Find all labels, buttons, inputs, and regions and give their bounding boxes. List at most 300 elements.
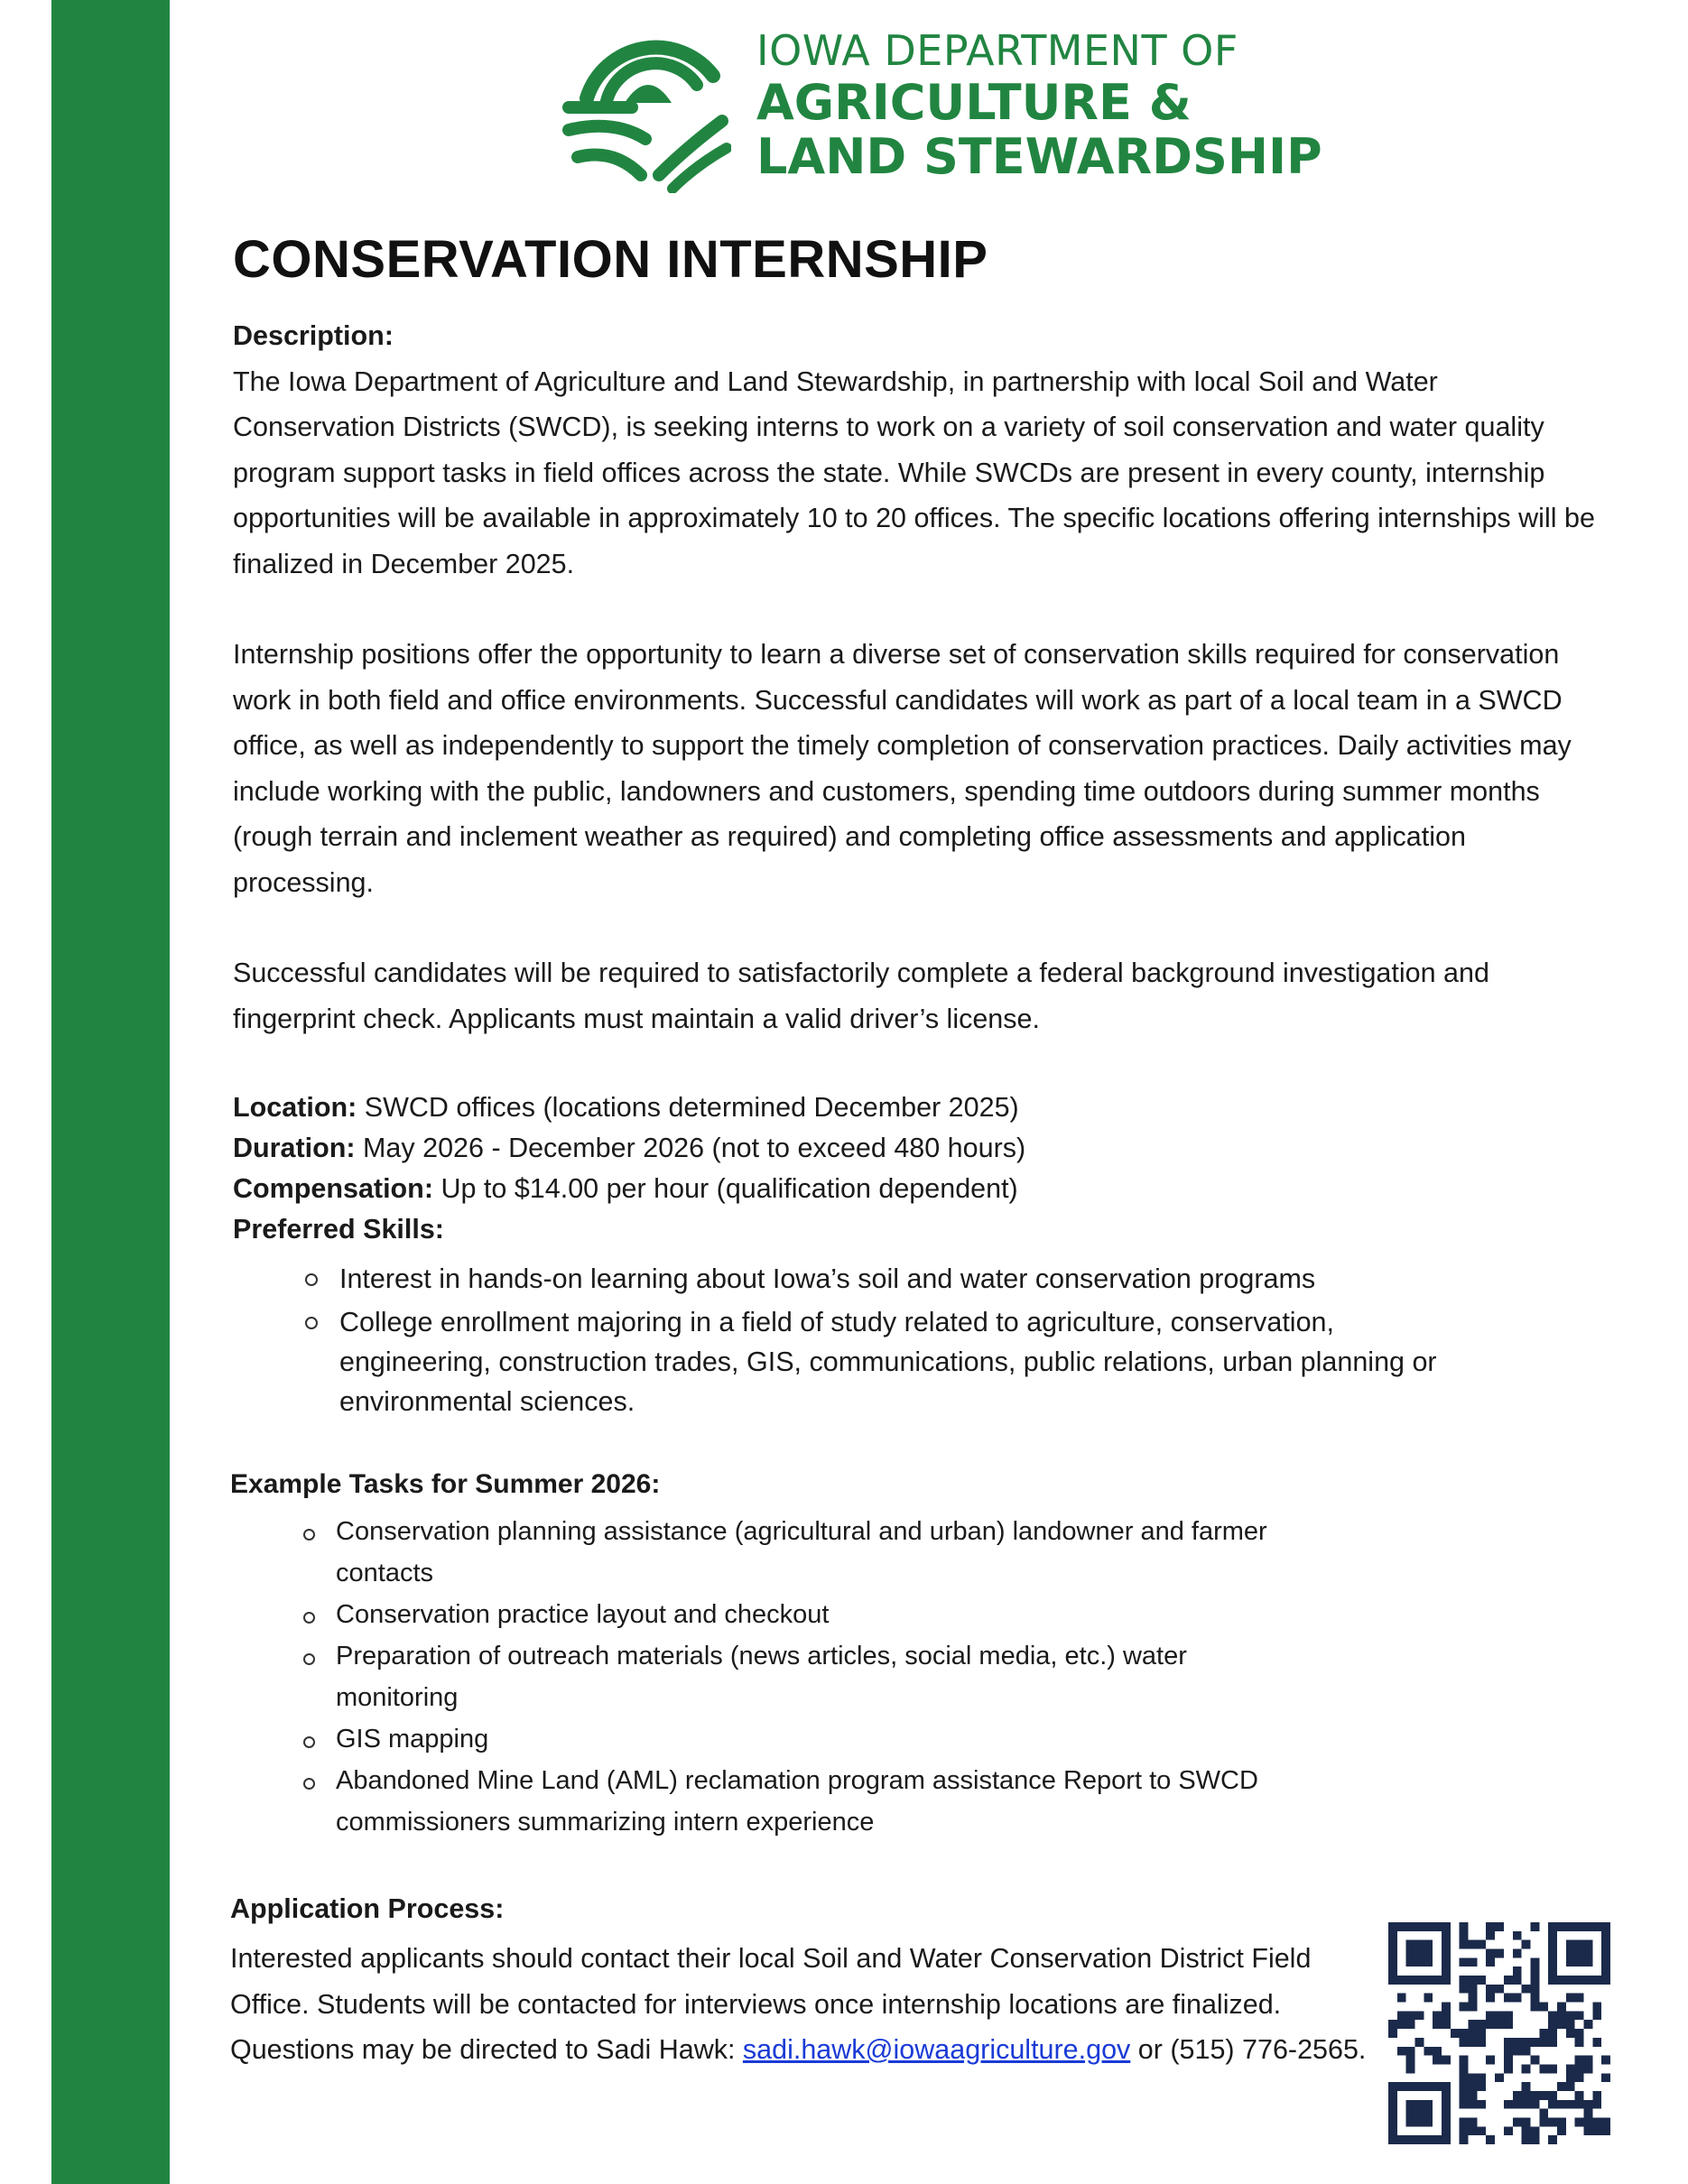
example-tasks-list: [298, 1511, 1291, 1843]
qr-module: [1406, 2082, 1415, 2091]
qr-module: [1513, 2117, 1522, 2126]
qr-module: [1592, 2011, 1601, 2020]
qr-module: [1566, 2073, 1575, 2082]
qr-module: [1424, 1994, 1433, 2003]
qr-module: [1601, 1922, 1610, 1931]
qr-module: [1539, 2109, 1548, 2118]
qr-module: [1575, 1976, 1584, 1985]
qr-module: [1592, 2126, 1601, 2135]
logo-line-3: LAND STEWARDSHIP: [756, 128, 1322, 185]
qr-module: [1592, 2117, 1601, 2126]
qr-module: [1469, 1957, 1478, 1967]
qr-module: [1557, 2100, 1566, 2109]
qr-module: [1583, 1976, 1592, 1985]
qr-module: [1388, 2091, 1397, 2100]
qr-module: [1397, 2020, 1406, 2029]
qr-module: [1592, 2091, 1601, 2100]
qr-module: [1477, 2020, 1486, 2029]
qr-module: [1522, 2100, 1531, 2109]
qr-module: [1433, 2135, 1442, 2144]
qr-module: [1504, 1976, 1513, 1985]
qr-module: [1486, 1957, 1495, 1967]
qr-module: [1469, 2100, 1478, 2109]
qr-module: [1442, 2011, 1451, 2020]
qr-module: [1460, 1985, 1469, 1994]
qr-module: [1530, 2003, 1539, 2012]
qr-module: [1601, 1957, 1610, 1967]
qr-module: [1513, 2091, 1522, 2100]
qr-module: [1530, 2091, 1539, 2100]
qr-module: [1504, 1994, 1513, 2003]
qr-module: [1575, 2091, 1584, 2100]
qr-module: [1522, 2117, 1531, 2126]
qr-module: [1575, 1949, 1584, 1958]
qr-module: [1442, 2109, 1451, 2118]
qr-module: [1566, 2100, 1575, 2109]
location-label: Location:: [233, 1092, 357, 1123]
qr-module: [1557, 2117, 1566, 2126]
logo-emblem-icon: [560, 13, 731, 193]
qr-module: [1504, 2100, 1513, 2109]
qr-module: [1522, 2135, 1531, 2144]
qr-module: [1460, 1957, 1469, 1967]
qr-module: [1469, 2020, 1478, 2029]
qr-module: [1477, 2100, 1486, 2109]
list-item: Conservation planning assistance (agricultural and urban) landowner and farmer contacts: [298, 1511, 1291, 1594]
qr-module: [1388, 1957, 1397, 1967]
qr-module: [1583, 2100, 1592, 2109]
qr-module: [1442, 1931, 1451, 1940]
qr-module: [1460, 2117, 1469, 2126]
qr-module: [1406, 1940, 1415, 1949]
preferred-skills-list: [298, 1259, 1471, 1425]
qr-module: [1460, 2056, 1469, 2065]
qr-module: [1548, 2117, 1557, 2126]
qr-module: [1548, 2011, 1557, 2020]
description-paragraph: Internship positions offer the opportunity to learn a diverse set of conservation skills required for conservation work in both field and office environments. Successful candidates will work as part of a local team in a SWCD office, as well as independently to support the timely completion of conservation practices. Daily activities may include working with the public, landowners and customers, spending time outdoors during summer months (rough terrain and inclement weather as required) and completing office assessments and application processing.: [233, 639, 1572, 898]
qr-module: [1415, 1922, 1424, 1931]
qr-module: [1557, 2011, 1566, 2020]
tasks-heading: Example Tasks for Summer 2026:: [230, 1469, 661, 1499]
qr-module: [1406, 2056, 1415, 2065]
qr-module: [1548, 1949, 1557, 1958]
qr-module: [1575, 1940, 1584, 1949]
qr-module: [1583, 2117, 1592, 2126]
qr-module: [1469, 2073, 1478, 2082]
qr-module: [1592, 1976, 1601, 1985]
qr-module: [1513, 2100, 1522, 2109]
qr-module: [1469, 2117, 1478, 2126]
qr-module: [1477, 1940, 1486, 1949]
qr-module: [1477, 2082, 1486, 2091]
qr-module: [1592, 2003, 1601, 2012]
qr-module: [1397, 1994, 1406, 2003]
qr-module: [1406, 2117, 1415, 2126]
qr-module: [1388, 1931, 1397, 1940]
qr-module: [1504, 2126, 1513, 2135]
qr-module: [1583, 2056, 1592, 2065]
qr-module: [1388, 1940, 1397, 1949]
qr-module: [1460, 2091, 1469, 2100]
qr-module: [1548, 1957, 1557, 1967]
qr-module: [1522, 2038, 1531, 2047]
qr-module: [1583, 2020, 1592, 2029]
qr-module: [1442, 2117, 1451, 2126]
qr-module: [1583, 1940, 1592, 1949]
qr-module: [1495, 1985, 1504, 1994]
qr-module: [1486, 2135, 1495, 2144]
internship-details: [233, 1087, 1542, 1250]
qr-module: [1477, 2126, 1486, 2135]
qr-module: [1592, 1922, 1601, 1931]
qr-module: [1388, 1976, 1397, 1985]
qr-module: [1566, 2011, 1575, 2020]
list-item: College enrollment majoring in a field of study related to agriculture, conservation, engineering, construction trades, GIS, communications, public relations, urban planning or environmental sciences.: [298, 1302, 1471, 1421]
qr-module: [1451, 2029, 1460, 2038]
qr-module: [1460, 2126, 1469, 2135]
qr-module: [1397, 2135, 1406, 2144]
qr-module: [1539, 2029, 1548, 2038]
qr-module: [1557, 2020, 1566, 2029]
logo-line-2: AGRICULTURE &: [756, 74, 1192, 131]
qr-module: [1397, 2011, 1406, 2020]
qr-module: [1406, 1957, 1415, 1967]
qr-module: [1406, 1922, 1415, 1931]
duration-row: [233, 1128, 1542, 1169]
qr-module: [1539, 2064, 1548, 2073]
qr-module: [1548, 2135, 1557, 2144]
qr-module: [1406, 1949, 1415, 1958]
qr-module: [1504, 2056, 1513, 2065]
qr-module: [1601, 1940, 1610, 1949]
qr-module: [1530, 1985, 1539, 1994]
qr-module: [1601, 1976, 1610, 1985]
qr-module: [1539, 2091, 1548, 2100]
qr-module: [1477, 2073, 1486, 2082]
qr-module: [1424, 2109, 1433, 2118]
qr-module: [1486, 1931, 1495, 1940]
qr-module: [1442, 2082, 1451, 2091]
qr-module: [1442, 1976, 1451, 1985]
qr-module: [1522, 2082, 1531, 2091]
qr-module: [1575, 2073, 1584, 2082]
qr-module: [1522, 2064, 1531, 2073]
qr-module: [1575, 2064, 1584, 2073]
qr-module: [1583, 2126, 1592, 2135]
qr-module: [1406, 2135, 1415, 2144]
qr-module: [1433, 2020, 1442, 2029]
qr-module: [1566, 1976, 1575, 1985]
list-item: Interest in hands-on learning about Iowa’s soil and water conservation programs: [298, 1259, 1471, 1299]
application-phone: or (515) 776-2565.: [1130, 2034, 1367, 2065]
list-item: Abandoned Mine Land (AML) reclamation program assistance Report to SWCD commissioners summarizing intern experience: [298, 1760, 1291, 1843]
qr-module: [1486, 1985, 1495, 1994]
qr-module: [1495, 2011, 1504, 2020]
location-row: [233, 1087, 1542, 1128]
qr-module: [1433, 2047, 1442, 2056]
qr-module: [1388, 2029, 1397, 2038]
compensation-row: [233, 1169, 1542, 1209]
qr-module: [1495, 2020, 1504, 2029]
qr-module: [1566, 1949, 1575, 1958]
qr-module: [1442, 2091, 1451, 2100]
qr-module: [1539, 2038, 1548, 2047]
qr-module: [1442, 2020, 1451, 2029]
qr-module: [1548, 1931, 1557, 1940]
qr-module: [1601, 2117, 1610, 2126]
qr-module: [1601, 1949, 1610, 1958]
qr-module: [1442, 1922, 1451, 1931]
department-logo: [560, 13, 1322, 193]
qr-module: [1388, 1922, 1397, 1931]
qr-module: [1477, 1976, 1486, 1985]
qr-module: [1583, 2109, 1592, 2118]
contact-email-link[interactable]: sadi.hawk@iowaagriculture.gov: [742, 2034, 1131, 2065]
qr-module: [1522, 1940, 1531, 1949]
qr-module: [1539, 2003, 1548, 2012]
qr-module: [1433, 1976, 1442, 1985]
qr-module: [1388, 2117, 1397, 2126]
qr-module: [1433, 2082, 1442, 2091]
list-item: Preparation of outreach materials (news articles, social media, etc.) water monitoring: [298, 1635, 1291, 1718]
qr-module: [1460, 1931, 1469, 1940]
qr-module: [1460, 2038, 1469, 2047]
qr-module: [1566, 1957, 1575, 1967]
page-title: CONSERVATION INTERNSHIP: [233, 230, 988, 289]
qr-module: [1548, 2064, 1557, 2073]
qr-module: [1442, 2056, 1451, 2065]
qr-module: [1442, 2003, 1451, 2012]
qr-module: [1548, 2020, 1557, 2029]
qr-module: [1601, 1931, 1610, 1940]
qr-module: [1601, 1967, 1610, 1976]
qr-module: [1522, 2126, 1531, 2135]
qr-module: [1530, 1976, 1539, 1985]
qr-module: [1566, 1940, 1575, 1949]
qr-module: [1415, 1976, 1424, 1985]
qr-module: [1460, 2064, 1469, 2073]
qr-module: [1406, 1976, 1415, 1985]
qr-module: [1469, 2029, 1478, 2038]
qr-module: [1469, 1940, 1478, 1949]
qr-module: [1388, 2020, 1397, 2029]
application-heading: Application Process:: [230, 1893, 505, 1924]
qr-module: [1548, 1967, 1557, 1976]
qr-module: [1548, 2029, 1557, 2038]
qr-module: [1601, 2126, 1610, 2135]
application-body: Interested applicants should contact their local Soil and Water Conservation District Field Office. Students will be contacted for interviews once internship locations are finalized. Questions may be directed to Sadi Hawk:: [230, 1943, 1312, 2065]
qr-module: [1495, 1922, 1504, 1931]
qr-module: [1388, 2135, 1397, 2144]
qr-module: [1504, 2020, 1513, 2029]
qr-module: [1504, 2011, 1513, 2020]
qr-module: [1504, 2064, 1513, 2073]
qr-module: [1460, 2073, 1469, 2082]
qr-module: [1566, 1922, 1575, 1931]
qr-module: [1477, 2029, 1486, 2038]
qr-module: [1530, 1994, 1539, 2003]
qr-module: [1460, 2135, 1469, 2144]
qr-module: [1406, 2064, 1415, 2073]
qr-module: [1530, 1957, 1539, 1967]
qr-module: [1575, 2011, 1584, 2020]
qr-module: [1548, 1976, 1557, 1985]
description-section: [233, 313, 1596, 1041]
qr-module: [1424, 1976, 1433, 1985]
qr-module: [1415, 2117, 1424, 2126]
qr-module: [1442, 1957, 1451, 1967]
qr-module: [1548, 2100, 1557, 2109]
qr-module: [1557, 1922, 1566, 1931]
qr-module: [1460, 1922, 1469, 1931]
qr-module: [1397, 1976, 1406, 1985]
qr-module: [1557, 2126, 1566, 2135]
qr-module: [1397, 2082, 1406, 2091]
qr-module: [1530, 2100, 1539, 2109]
qr-module: [1460, 2029, 1469, 2038]
qr-module: [1433, 2011, 1442, 2020]
qr-module: [1557, 1976, 1566, 1985]
qr-module: [1486, 2056, 1495, 2065]
qr-module: [1575, 1922, 1584, 1931]
qr-module: [1424, 1957, 1433, 1967]
qr-module: [1406, 2047, 1415, 2056]
qr-module: [1469, 1976, 1478, 1985]
compensation-label: Compensation:: [233, 1173, 433, 1204]
qr-module: [1495, 1949, 1504, 1958]
qr-module: [1460, 2100, 1469, 2109]
qr-module: [1513, 2047, 1522, 2056]
application-text: [230, 1936, 1377, 2073]
qr-module: [1557, 2082, 1566, 2091]
qr-module: [1415, 2082, 1424, 2091]
qr-module: [1575, 2100, 1584, 2109]
qr-module: [1583, 1949, 1592, 1958]
qr-module: [1415, 2135, 1424, 2144]
qr-module: [1522, 1985, 1531, 1994]
qr-module: [1504, 2038, 1513, 2047]
qr-module: [1424, 1949, 1433, 1958]
qr-module: [1530, 2126, 1539, 2135]
qr-module: [1566, 2082, 1575, 2091]
qr-module: [1442, 2126, 1451, 2135]
qr-module: [1388, 2082, 1397, 2091]
duration-value: May 2026 - December 2026 (not to exceed 480 hours): [355, 1133, 1026, 1163]
qr-module: [1575, 1957, 1584, 1967]
qr-module: [1513, 2038, 1522, 2047]
qr-module: [1424, 1922, 1433, 1931]
qr-module: [1583, 1957, 1592, 1967]
location-value: SWCD offices (locations determined December 2025): [357, 1092, 1019, 1123]
qr-module: [1522, 2091, 1531, 2100]
qr-module: [1557, 2003, 1566, 2012]
qr-module: [1397, 1922, 1406, 1931]
qr-module: [1601, 2073, 1610, 2082]
qr-module: [1486, 2020, 1495, 2029]
qr-module: [1415, 2100, 1424, 2109]
qr-module: [1442, 1967, 1451, 1976]
qr-module: [1469, 2091, 1478, 2100]
qr-module: [1406, 2109, 1415, 2118]
qr-module: [1424, 1940, 1433, 1949]
qr-module: [1415, 1949, 1424, 1958]
qr-module: [1469, 2003, 1478, 2012]
qr-module: [1415, 1940, 1424, 1949]
qr-module: [1486, 1922, 1495, 1931]
qr-module: [1548, 1922, 1557, 1931]
logo-line-1: IOWA DEPARTMENT OF: [756, 26, 1238, 75]
qr-module: [1388, 2100, 1397, 2109]
qr-module: [1442, 1949, 1451, 1958]
qr-module: [1406, 2020, 1415, 2029]
qr-module: [1495, 2073, 1504, 2082]
qr-module: [1442, 2135, 1451, 2144]
qr-module: [1513, 1994, 1522, 2003]
qr-module: [1469, 2082, 1478, 2091]
qr-module: [1575, 2056, 1584, 2065]
qr-module: [1486, 1994, 1495, 2003]
qr-module: [1460, 2003, 1469, 2012]
qr-module: [1415, 2109, 1424, 2118]
qr-module: [1566, 1994, 1575, 2003]
qr-module: [1548, 2038, 1557, 2047]
qr-module: [1415, 1957, 1424, 1967]
logo-wordmark: [756, 25, 1322, 184]
qr-module: [1504, 2047, 1513, 2056]
qr-module: [1513, 1976, 1522, 1985]
duration-label: Duration:: [233, 1133, 356, 1163]
qr-module: [1566, 2020, 1575, 2029]
qr-module: [1548, 1940, 1557, 1949]
side-accent-bar: [51, 0, 170, 2184]
qr-module: [1522, 2047, 1531, 2056]
description-paragraph: The Iowa Department of Agriculture and Land Stewardship, in partnership with local Soil and Water Conservation Districts (SWCD), is seeking interns to work on a variety of soil conservation and water quality program support tasks in field offices across the state. While SWCDs are present in every county, internship opportunities will be available in approximately 10 to 20 offices. The specific locations offering internships will be finalized in December 2025.: [233, 366, 1595, 579]
qr-module: [1469, 2038, 1478, 2047]
qr-module: [1575, 1994, 1584, 2003]
qr-module: [1469, 2126, 1478, 2135]
qr-module: [1575, 2117, 1584, 2126]
qr-module: [1424, 2047, 1433, 2056]
qr-module: [1424, 2100, 1433, 2109]
description-label: Description:: [233, 320, 394, 351]
qr-module: [1566, 2029, 1575, 2038]
qr-module: [1583, 2064, 1592, 2073]
qr-module: [1566, 2064, 1575, 2073]
qr-module: [1469, 1994, 1478, 2003]
qr-module: [1513, 1949, 1522, 1958]
qr-module: [1477, 2038, 1486, 2047]
qr-module: [1486, 1949, 1495, 1958]
qr-module: [1530, 2135, 1539, 2144]
list-item: Conservation practice layout and checkout: [298, 1594, 1291, 1635]
qr-module: [1469, 1985, 1478, 1994]
qr-code-icon[interactable]: [1388, 1922, 1610, 2144]
qr-module: [1388, 1967, 1397, 1976]
qr-module: [1592, 2038, 1601, 2047]
qr-module: [1424, 2082, 1433, 2091]
list-item: GIS mapping: [298, 1718, 1291, 1760]
qr-module: [1388, 1949, 1397, 1958]
qr-module: [1397, 2047, 1406, 2056]
qr-module: [1575, 2038, 1584, 2047]
qr-module: [1486, 2011, 1495, 2020]
compensation-value: Up to $14.00 per hour (qualification dependent): [432, 1173, 1018, 1204]
qr-module: [1530, 2038, 1539, 2047]
qr-module: [1592, 2100, 1601, 2109]
qr-module: [1460, 2082, 1469, 2091]
qr-module: [1460, 1976, 1469, 1985]
qr-module: [1513, 1967, 1522, 1976]
